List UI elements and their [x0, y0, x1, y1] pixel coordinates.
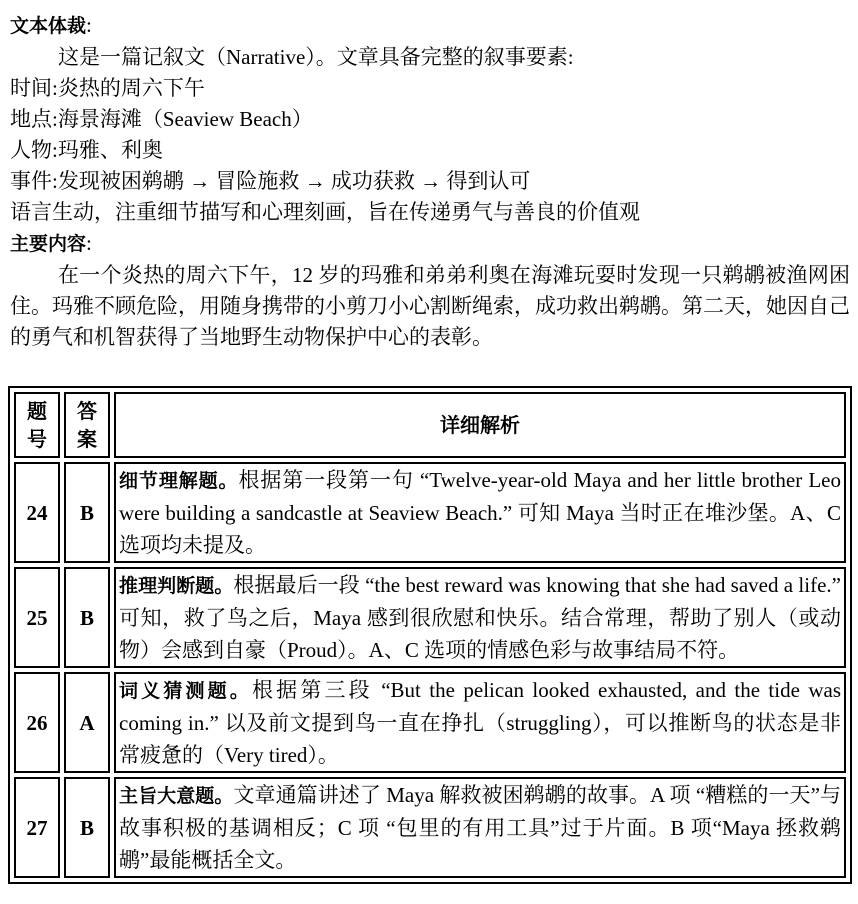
genre-heading: 文本体裁 — [10, 15, 87, 37]
header-ans: 答案 — [64, 392, 110, 458]
explanation-text: 文章通篇讲述了 Maya 解救被困鹈鹕的故事。A 项 “糟糕的一天”与故事积极的基调相反；C 项 “包里的有用工具”过于片面。B 项“Maya 拯救鹈鹕”最能概括全文。 — [119, 783, 841, 872]
question-type: 主旨大意题。 — [119, 785, 234, 807]
summary-heading-line — [10, 228, 850, 260]
element-label: 地点: — [10, 107, 58, 131]
element-events — [10, 166, 850, 197]
question-type: 细节理解题。 — [119, 470, 239, 492]
explanation — [114, 672, 846, 773]
answer-table — [8, 386, 852, 884]
explanation-text: 根据最后一段 “the best reward was knowing that she had saved a life.” 可知，救了鸟之后，Maya 感到很欣慰和快乐。结合常理，帮助了别人（或动物）会感到自豪（Proud）。A、C 选项的情感色彩与故事结局不符。 — [119, 573, 841, 662]
answer-letter: B — [64, 462, 110, 563]
element-value: 炎热的周六下午 — [57, 76, 205, 100]
element-value: 玛雅、利奥 — [57, 138, 163, 162]
explanation-text: 根据第三段 “But the pelican looked exhausted, and the tide was coming in.” 以及前文提到鸟一直在挣扎（struggling），可以推断鸟的状态是非常疲惫的（Very tired）。 — [119, 678, 841, 767]
explanation — [114, 567, 846, 668]
genre-heading-line — [10, 10, 850, 42]
table-header-row — [14, 392, 846, 458]
question-number: 26 — [14, 672, 60, 773]
element-value: 海景海滩（Seaview Beach） — [57, 107, 313, 131]
table-row — [14, 672, 846, 773]
explanation — [114, 777, 846, 878]
header-exp: 详细解析 — [114, 392, 846, 458]
answer-table-wrapper — [8, 386, 852, 896]
answer-letter: B — [64, 777, 110, 878]
analysis-text — [10, 10, 850, 353]
header-num: 题号 — [14, 392, 60, 458]
element-value: 发现被困鹈鹕 → 冒险施救 → 成功获救 → 得到认可 — [57, 169, 531, 193]
element-label: 事件: — [10, 169, 58, 193]
element-time — [10, 73, 850, 104]
table-row — [14, 462, 846, 563]
question-number: 24 — [14, 462, 60, 563]
summary-heading: 主要内容 — [10, 233, 87, 255]
answer-letter: A — [64, 672, 110, 773]
explanation — [114, 462, 846, 563]
question-type: 推理判断题。 — [119, 575, 234, 597]
question-type: 词义猜测题。 — [119, 680, 252, 702]
question-number: 25 — [14, 567, 60, 668]
table-row — [14, 777, 846, 878]
summary-text: 在一个炎热的周六下午，12 岁的玛雅和弟弟利奥在海滩玩耍时发现一只鹈鹕被渔网困住。玛雅不顾危险，用随身携带的小剪刀小心割断绳索，成功救出鹈鹕。第二天，她因自己的勇气和机智获得了当地野生动物保护中心的表彰。 — [10, 263, 850, 349]
explanation-text: 根据第一段第一句 “Twelve-year-old Maya and her little brother Leo were building a sandcastle at Seaview Beach.” 可知 Maya 当时正在堆沙堡。A、C 选项均未提及。 — [119, 468, 841, 557]
element-label: 时间: — [10, 76, 58, 100]
table-row — [14, 567, 846, 668]
language-note: 语言生动，注重细节描写和心理刻画，旨在传递勇气与善良的价值观 — [10, 200, 640, 224]
question-number: 27 — [14, 777, 60, 878]
element-label: 人物: — [10, 138, 58, 162]
element-characters — [10, 135, 850, 166]
genre-colon: : — [86, 13, 92, 37]
genre-intro: 这是一篇记叙文（Narrative）。文章具备完整的叙事要素: — [58, 45, 574, 69]
element-place — [10, 104, 850, 135]
summary-colon: : — [86, 231, 92, 255]
answer-letter: B — [64, 567, 110, 668]
